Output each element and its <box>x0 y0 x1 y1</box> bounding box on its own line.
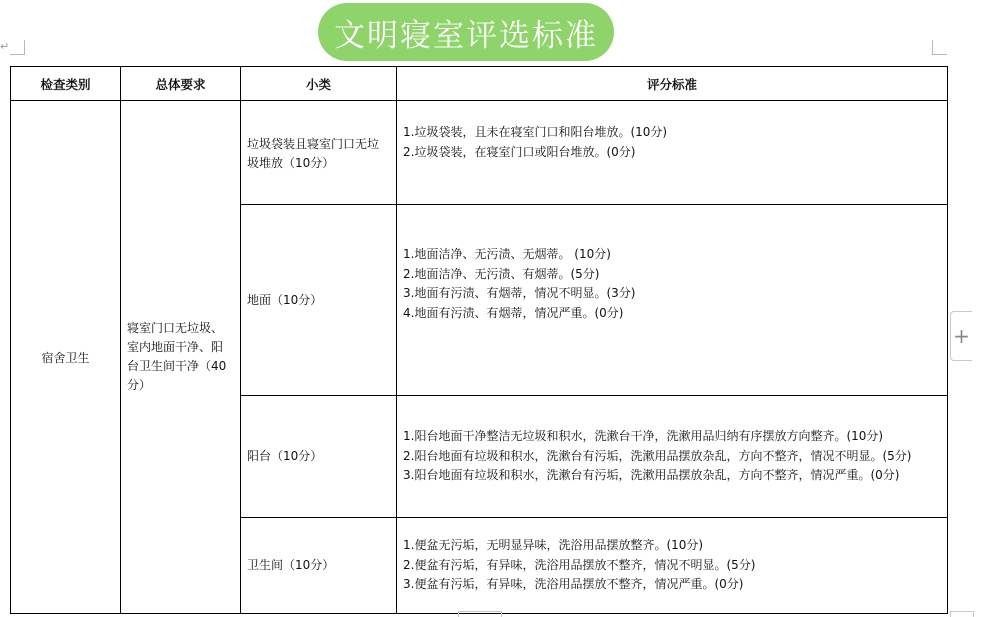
page-title: 文明寝室评选标准 <box>334 17 598 54</box>
criteria-line: 1.便盆无污垢，无明显异味，洗浴用品摆放整齐。(10分) <box>403 538 704 553</box>
criteria-line: 1.阳台地面干净整洁无垃圾和积水，洗漱台干净，洗漱用品归纳有序摆放方向整齐。(10分) <box>403 429 884 444</box>
criteria-cell <box>397 396 948 518</box>
criteria-cell <box>397 101 948 205</box>
paragraph-mark-icon: ↵ <box>0 40 10 53</box>
category-cell: 宿舍卫生 <box>11 101 121 614</box>
table-resize-handle[interactable] <box>458 611 502 617</box>
criteria-cell <box>397 205 948 396</box>
criteria-line: 2.便盆有污垢，有异味，洗浴用品摆放不整齐，情况不明显。(5分) <box>403 557 756 572</box>
header-criteria: 评分标准 <box>397 67 948 101</box>
table-row <box>11 101 948 205</box>
criteria-line: 3.阳台地面有垃圾和积水，洗漱台有污垢，洗漱用品摆放杂乱，方向不整齐，情况严重。(0分) <box>403 468 900 483</box>
subcategory-cell: 地面（10分） <box>241 205 397 396</box>
header-category: 检查类别 <box>11 67 121 101</box>
add-row-button[interactable]: + <box>950 311 972 361</box>
header-requirement: 总体要求 <box>121 67 241 101</box>
criteria-line: 1.垃圾袋装，且未在寝室门口和阳台堆放。(10分) <box>403 125 668 139</box>
subcategory-cell: 垃圾袋装且寝室门口无垃圾堆放（10分） <box>241 101 397 205</box>
criteria-line: 3.地面有污渍、有烟蒂，情况不明显。(3分) <box>403 286 636 300</box>
criteria-line: 2.垃圾袋装，在寝室门口或阳台堆放。(0分) <box>403 144 636 159</box>
subcategory-cell: 阳台（10分） <box>241 396 397 518</box>
criteria-line: 4.地面有污渍、有烟蒂，情况严重。(0分) <box>403 305 624 320</box>
criteria-line: 2.阳台地面有垃圾和积水，洗漱台有污垢，洗漱用品摆放杂乱，方向不整齐，情况不明显。(5分) <box>403 448 912 463</box>
margin-corner-mark <box>932 40 947 55</box>
subcategory-cell: 卫生间（10分） <box>241 518 397 614</box>
table-header-row <box>11 67 948 101</box>
criteria-line: 3.便盆有污垢，有异味，洗浴用品摆放不整齐，情况严重。(0分) <box>403 577 744 592</box>
criteria-cell <box>397 518 948 614</box>
criteria-line: 1.地面洁净、无污渍、无烟蒂。 (10分) <box>403 247 611 261</box>
table-resize-handle[interactable] <box>950 611 974 617</box>
header-subcategory: 小类 <box>241 67 397 101</box>
requirement-cell: 寝室门口无垃圾、室内地面干净、阳台卫生间干净（40分） <box>121 101 241 614</box>
criteria-table <box>10 66 948 614</box>
criteria-line: 2.地面洁净、无污渍、有烟蒂。(5分) <box>403 266 600 281</box>
title-banner <box>318 3 614 61</box>
margin-corner-mark <box>10 40 25 55</box>
